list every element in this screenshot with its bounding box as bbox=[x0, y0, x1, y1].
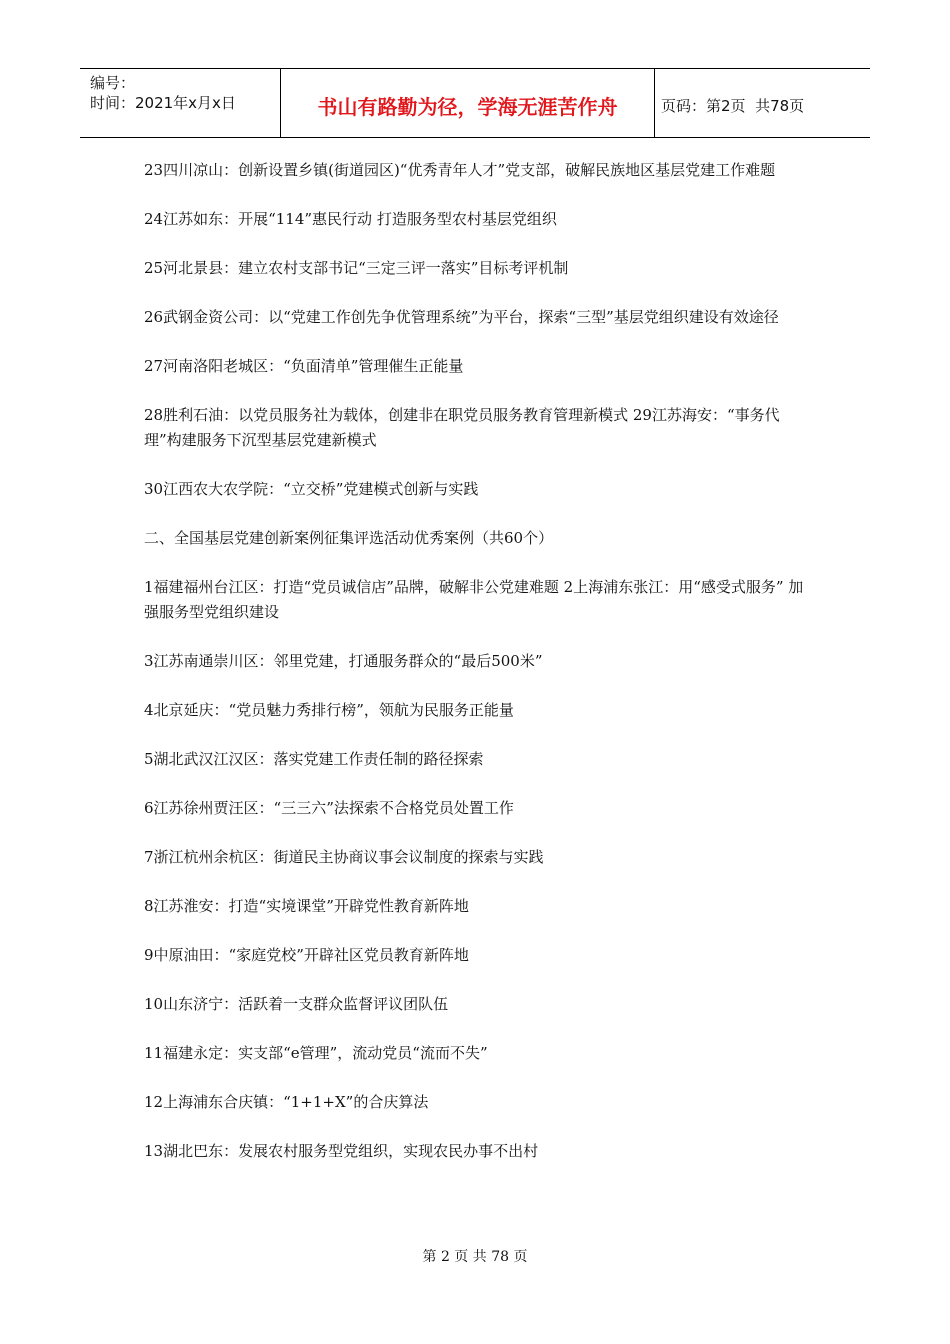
paragraph: 27河南洛阳老城区：“负面清单”管理催生正能量 bbox=[144, 357, 464, 375]
page-footer: 第 2 页 共 78 页 bbox=[422, 1249, 528, 1265]
number-label: 编号： bbox=[90, 74, 136, 92]
paragraph: 5湖北武汉江汉区：落实党建工作责任制的路径探索 bbox=[144, 750, 484, 768]
paragraph: 7浙江杭州余杭区：街道民主协商议事会议制度的探索与实践 bbox=[144, 848, 544, 866]
paragraph: 30江西农大农学院：“立交桥”党建模式创新与实践 bbox=[144, 480, 479, 498]
paragraph: 6江苏徐州贾汪区：“三三六”法探索不合格党员处置工作 bbox=[144, 799, 514, 817]
paragraph: 11福建永定：实支部“e管理”，流动党员“流而不失” bbox=[144, 1044, 488, 1062]
paragraph: 12上海浦东合庆镇：“1+1+X”的合庆算法 bbox=[144, 1093, 429, 1111]
paragraph: 8江苏淮安：打造“实境课堂”开辟党性教育新阵地 bbox=[144, 897, 469, 915]
date-label: 时间：2021年x月x日 bbox=[90, 94, 236, 112]
paragraph: 9中原油田：“家庭党校”开辟社区党员教育新阵地 bbox=[144, 946, 469, 964]
paragraph: 1福建福州台江区：打造“党员诚信店”品牌，破解非公党建难题 2上海浦东张江：用“感受式服务” 加强服务型党组织建设 bbox=[144, 578, 804, 621]
document-body bbox=[144, 158, 816, 1188]
header-page-info: 页码：第2页 共78页 bbox=[661, 96, 805, 115]
paragraph: 25河北景县：建立农村支部书记“三定三评一落实”目标考评机制 bbox=[144, 259, 569, 277]
paragraph: 23四川凉山：创新设置乡镇(街道园区)“优秀青年人才”党支部，破解民族地区基层党建工作难题 bbox=[144, 161, 776, 179]
paragraph: 4北京延庆：“党员魅力秀排行榜”，领航为民服务正能量 bbox=[144, 701, 514, 719]
paragraph: 28胜利石油：以党员服务社为载体，创建非在职党员服务教育管理新模式 29江苏海安：“事务代理”构建服务下沉型基层党建新模式 bbox=[144, 406, 780, 449]
section-heading: 二、全国基层党建创新案例征集评选活动优秀案例（共60个） bbox=[144, 529, 554, 547]
paragraph: 24江苏如东：开展“114”惠民行动 打造服务型农村基层党组织 bbox=[144, 210, 557, 228]
paragraph: 10山东济宁：活跃着一支群众监督评议团队伍 bbox=[144, 995, 449, 1013]
header-motto: 书山有路勤为径，学海无涯苦作舟 bbox=[281, 69, 655, 137]
header-meta bbox=[80, 69, 281, 137]
paragraph: 13湖北巴东：发展农村服务型党组织，实现农民办事不出村 bbox=[144, 1142, 539, 1160]
document-header bbox=[80, 68, 870, 138]
paragraph: 3江苏南通崇川区：邻里党建，打通服务群众的“最后500米” bbox=[144, 652, 543, 670]
paragraph: 26武钢金资公司：以“党建工作创先争优管理系统”为平台，探索“三型”基层党组织建设有效途径 bbox=[144, 308, 779, 326]
